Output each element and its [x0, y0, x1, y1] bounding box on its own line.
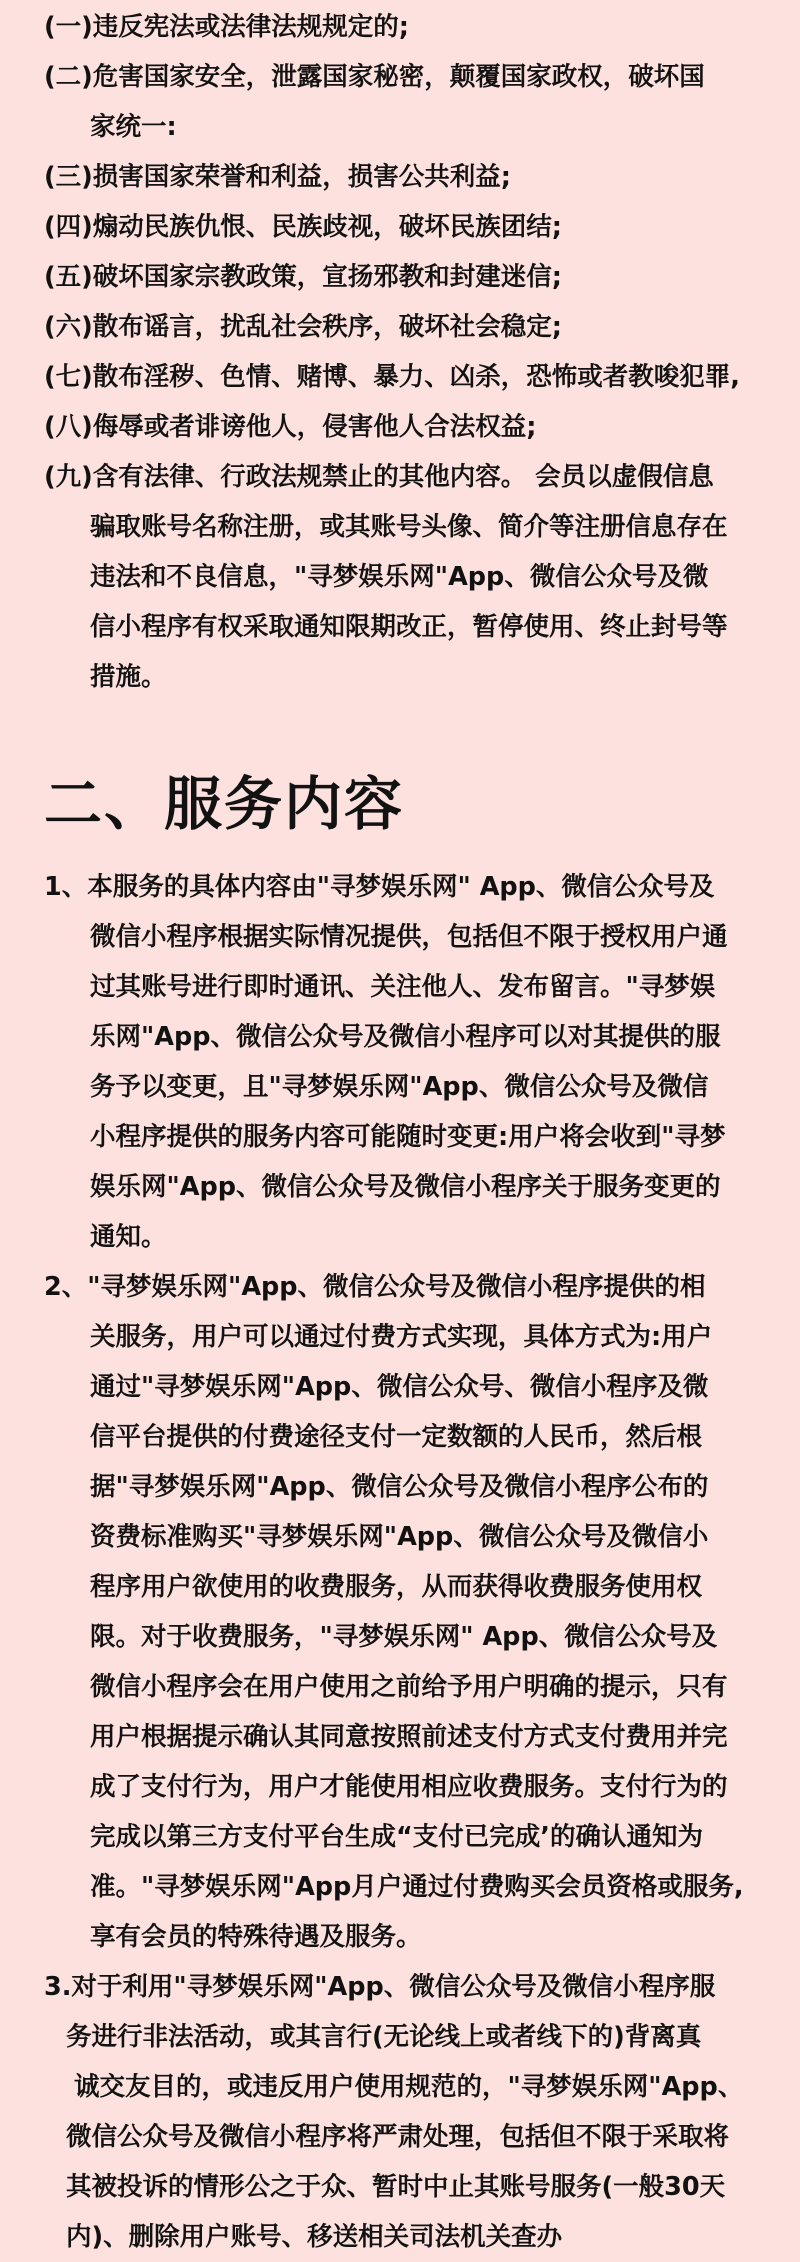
- paragraph-line: 完成以第三方支付平台生成“支付已完成’的确认通知为: [90, 1822, 703, 1852]
- paragraph-line: 用户根据提示确认其同意按照前述支付方式支付费用并完: [90, 1722, 728, 1752]
- paragraph-line: 准。"寻梦娱乐网"App月户通过付费购买会员资格或服务,: [90, 1872, 744, 1902]
- list-item-continuation: 信小程序有权采取通知限期改正，暂停使用、终止封号等: [90, 612, 728, 642]
- paragraph-line: 乐网"App、微信公众号及微信小程序可以对其提供的服: [90, 1022, 721, 1052]
- paragraph-line: 过其账号进行即时通讯、关注他人、发布留言。"寻梦娱: [90, 972, 716, 1002]
- list-item-continuation: 家统一:: [90, 112, 177, 142]
- paragraph-line: 3.对于利用"寻梦娱乐网"App、微信公众号及微信小程序服: [44, 1972, 716, 2002]
- paragraph-line: 通过"寻梦娱乐网"App、微信公众号、微信小程序及微: [90, 1372, 709, 1402]
- paragraph-line: 关服务，用户可以通过付费方式实现，具体方式为:用户: [90, 1322, 713, 1352]
- service-item-3: [44, 1962, 800, 2262]
- section-heading: 二、服务内容: [44, 770, 405, 838]
- paragraph-line: 微信小程序会在用户使用之前给予用户明确的提示，只有: [90, 1672, 728, 1702]
- paragraph-line: 内)、删除用户账号、移送相关司法机关查办: [66, 2222, 563, 2252]
- paragraph-line: 务予以变更，且"寻梦娱乐网"App、微信公众号及微信: [90, 1072, 709, 1102]
- list-item-continuation: 违法和不良信息，"寻梦娱乐网"App、微信公众号及微: [90, 562, 709, 592]
- list-item: (七)散布淫秽、色情、赌博、暴力、凶杀，恐怖或者教唆犯罪,: [44, 362, 740, 392]
- paragraph-line: 程序用户欲使用的收费服务，从而获得收费服务使用权: [90, 1572, 703, 1602]
- paragraph-line: 小程序提供的服务内容可能随时变更:用户将会收到"寻梦: [90, 1122, 726, 1152]
- paragraph-line: 微信公众号及微信小程序将严肃处理，包括但不限于采取将: [66, 2122, 730, 2152]
- paragraph-line: 通知。: [90, 1222, 167, 1252]
- paragraph-line: 资费标准购买"寻梦娱乐网"App、微信公众号及微信小: [90, 1522, 709, 1552]
- service-item-1: [44, 862, 800, 1262]
- paragraph-line: 务进行非法活动，或其言行(无论线上或者线下的)背离真: [66, 2022, 702, 2052]
- paragraph-line: 据"寻梦娱乐网"App、微信公众号及微信小程序公布的: [90, 1472, 709, 1502]
- list-item: (一)违反宪法或法律法规规定的;: [44, 12, 410, 42]
- list-item: (六)散布谣言，扰乱社会秩序，破坏社会稳定;: [44, 312, 563, 342]
- list-item: (五)破坏国家宗教政策，宣扬邪教和封建迷信;: [44, 262, 563, 292]
- prohibited-content-list: [44, 0, 800, 702]
- list-item: (九)含有法律、行政法规禁止的其他内容。 会员以虚假信息: [44, 462, 714, 492]
- list-item: (三)损害国家荣誉和利益，损害公共利益;: [44, 162, 512, 192]
- paragraph-line: 微信小程序根据实际情况提供，包括但不限于授权用户通: [90, 922, 728, 952]
- paragraph-line: 信平台提供的付费途径支付一定数额的人民币，然后根: [90, 1422, 703, 1452]
- paragraph-line: 限。对于收费服务，"寻梦娱乐网" App、微信公众号及: [90, 1622, 718, 1652]
- paragraph-line: 2、"寻梦娱乐网"App、微信公众号及微信小程序提供的相: [44, 1272, 706, 1302]
- list-item: (四)煽动民族仇恨、民族歧视，破坏民族团结;: [44, 212, 563, 242]
- paragraph-line: 其被投诉的情形公之于众、暂时中止其账号服务(一般30天: [66, 2172, 726, 2202]
- list-item: (二)危害国家安全，泄露国家秘密，颠覆国家政权，破坏国: [44, 62, 705, 92]
- paragraph-line: 诚交友目的，或违反用户使用规范的，"寻梦娱乐网"App、: [74, 2072, 744, 2102]
- paragraph-line: 成了支付行为，用户才能使用相应收费服务。支付行为的: [90, 1772, 728, 1802]
- paragraph-line: 娱乐网"App、微信公众号及微信小程序关于服务变更的: [90, 1172, 721, 1202]
- list-item-continuation: 骗取账号名称注册，或其账号头像、简介等注册信息存在: [90, 512, 728, 542]
- paragraph-line: 1、本服务的具体内容由"寻梦娱乐网" App、微信公众号及: [44, 872, 715, 902]
- list-item-continuation: 措施。: [90, 662, 167, 692]
- service-item-2: [44, 1262, 800, 1962]
- list-item: (八)侮辱或者诽谤他人，侵害他人合法权益;: [44, 412, 537, 442]
- paragraph-line: 享有会员的特殊待遇及服务。: [90, 1922, 422, 1952]
